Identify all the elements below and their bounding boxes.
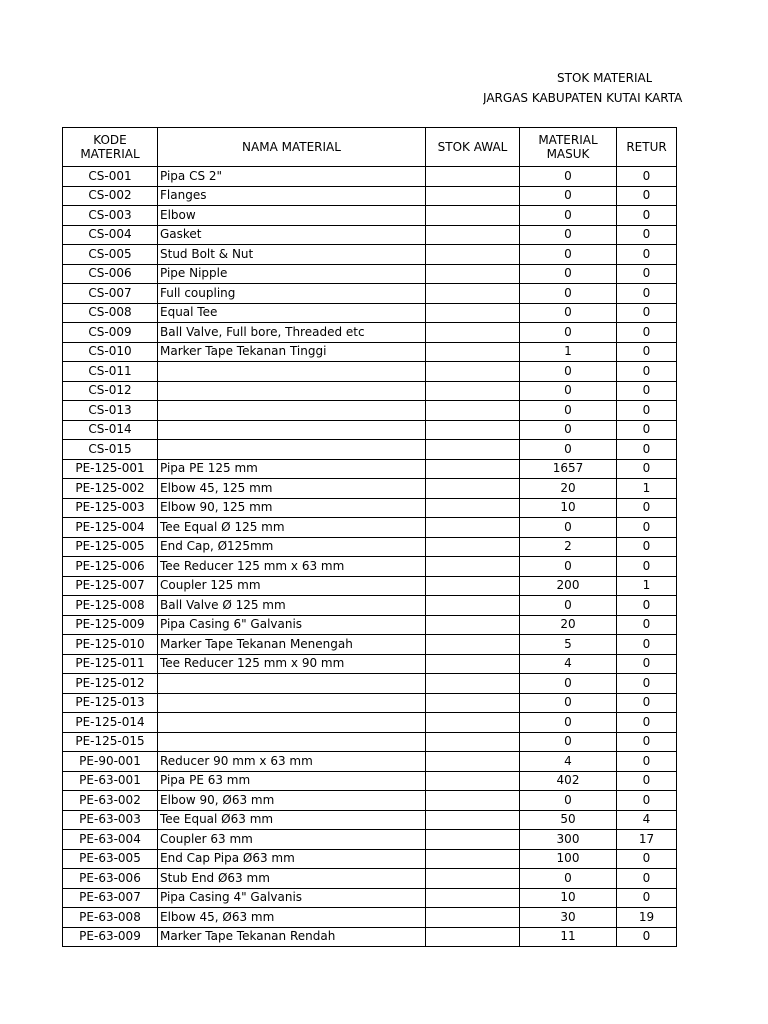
- cell-masuk: 0: [520, 557, 617, 577]
- cell-stok-awal: [426, 791, 520, 811]
- cell-retur: 0: [617, 362, 677, 382]
- cell-kode: CS-008: [63, 303, 158, 323]
- cell-kode: PE-63-006: [63, 869, 158, 889]
- cell-retur: 0: [617, 381, 677, 401]
- column-header-stok-awal: STOK AWAL: [426, 128, 520, 167]
- cell-nama: Pipa Casing 4" Galvanis: [158, 888, 426, 908]
- cell-kode: PE-125-004: [63, 518, 158, 538]
- cell-nama: Elbow 45, 125 mm: [158, 479, 426, 499]
- cell-nama: Elbow 45, Ø63 mm: [158, 908, 426, 928]
- cell-nama: [158, 362, 426, 382]
- cell-nama: Coupler 63 mm: [158, 830, 426, 850]
- cell-stok-awal: [426, 869, 520, 889]
- cell-kode: PE-125-007: [63, 576, 158, 596]
- cell-masuk: 200: [520, 576, 617, 596]
- cell-retur: 0: [617, 537, 677, 557]
- cell-nama: Reducer 90 mm x 63 mm: [158, 752, 426, 772]
- cell-masuk: 0: [520, 518, 617, 538]
- table-body: [63, 167, 677, 947]
- table-row: [63, 810, 677, 830]
- cell-masuk: 0: [520, 245, 617, 265]
- stock-table: [62, 127, 677, 947]
- cell-retur: 0: [617, 713, 677, 733]
- cell-retur: 0: [617, 674, 677, 694]
- table-row: [63, 362, 677, 382]
- column-header-nama: NAMA MATERIAL: [158, 128, 426, 167]
- cell-retur: 1: [617, 479, 677, 499]
- table-row: [63, 381, 677, 401]
- table-row: [63, 206, 677, 226]
- cell-nama: Stub End Ø63 mm: [158, 869, 426, 889]
- cell-stok-awal: [426, 342, 520, 362]
- cell-kode: PE-63-003: [63, 810, 158, 830]
- cell-nama: Pipa PE 63 mm: [158, 771, 426, 791]
- cell-retur: 0: [617, 771, 677, 791]
- cell-nama: Marker Tape Tekanan Tinggi: [158, 342, 426, 362]
- cell-nama: Equal Tee: [158, 303, 426, 323]
- cell-nama: Marker Tape Tekanan Rendah: [158, 927, 426, 947]
- cell-kode: CS-001: [63, 167, 158, 187]
- cell-kode: PE-125-014: [63, 713, 158, 733]
- cell-kode: CS-007: [63, 284, 158, 304]
- table-row: [63, 342, 677, 362]
- cell-stok-awal: [426, 323, 520, 343]
- cell-stok-awal: [426, 420, 520, 440]
- cell-stok-awal: [426, 225, 520, 245]
- cell-masuk: 0: [520, 596, 617, 616]
- table-row: [63, 479, 677, 499]
- cell-nama: Tee Reducer 125 mm x 63 mm: [158, 557, 426, 577]
- cell-kode: CS-002: [63, 186, 158, 206]
- cell-stok-awal: [426, 713, 520, 733]
- cell-nama: [158, 420, 426, 440]
- cell-kode: PE-63-004: [63, 830, 158, 850]
- cell-masuk: 1657: [520, 459, 617, 479]
- table-row: [63, 401, 677, 421]
- cell-nama: Pipa PE 125 mm: [158, 459, 426, 479]
- cell-retur: 0: [617, 693, 677, 713]
- table-row: [63, 752, 677, 772]
- cell-nama: Pipa Casing 6" Galvanis: [158, 615, 426, 635]
- cell-stok-awal: [426, 206, 520, 226]
- cell-retur: 0: [617, 167, 677, 187]
- cell-masuk: 0: [520, 186, 617, 206]
- cell-kode: CS-012: [63, 381, 158, 401]
- cell-stok-awal: [426, 498, 520, 518]
- cell-retur: 17: [617, 830, 677, 850]
- cell-stok-awal: [426, 576, 520, 596]
- table-row: [63, 167, 677, 187]
- table-row: [63, 654, 677, 674]
- cell-retur: 0: [617, 225, 677, 245]
- cell-retur: 0: [617, 186, 677, 206]
- cell-kode: PE-125-015: [63, 732, 158, 752]
- cell-nama: End Cap Pipa Ø63 mm: [158, 849, 426, 869]
- cell-nama: [158, 674, 426, 694]
- cell-kode: PE-125-006: [63, 557, 158, 577]
- cell-kode: PE-63-001: [63, 771, 158, 791]
- cell-retur: 0: [617, 791, 677, 811]
- cell-masuk: 300: [520, 830, 617, 850]
- cell-nama: Tee Equal Ø 125 mm: [158, 518, 426, 538]
- cell-retur: 0: [617, 420, 677, 440]
- cell-retur: 0: [617, 927, 677, 947]
- cell-stok-awal: [426, 537, 520, 557]
- cell-stok-awal: [426, 927, 520, 947]
- cell-retur: 4: [617, 810, 677, 830]
- cell-kode: PE-125-013: [63, 693, 158, 713]
- cell-nama: Elbow 90, 125 mm: [158, 498, 426, 518]
- table-row: [63, 576, 677, 596]
- cell-retur: 0: [617, 245, 677, 265]
- cell-retur: 0: [617, 498, 677, 518]
- cell-kode: CS-015: [63, 440, 158, 460]
- cell-retur: 0: [617, 342, 677, 362]
- cell-kode: PE-63-002: [63, 791, 158, 811]
- cell-retur: 19: [617, 908, 677, 928]
- cell-masuk: 0: [520, 693, 617, 713]
- table-row: [63, 615, 677, 635]
- cell-stok-awal: [426, 459, 520, 479]
- sheet-title: STOK MATERIAL: [557, 71, 653, 85]
- cell-kode: PE-125-002: [63, 479, 158, 499]
- cell-masuk: 0: [520, 206, 617, 226]
- cell-kode: CS-014: [63, 420, 158, 440]
- cell-nama: [158, 713, 426, 733]
- cell-kode: PE-125-012: [63, 674, 158, 694]
- cell-masuk: 402: [520, 771, 617, 791]
- cell-nama: Ball Valve, Full bore, Threaded etc: [158, 323, 426, 343]
- sheet-subtitle: JARGAS KABUPATEN KUTAI KARTA: [483, 91, 683, 105]
- table-row: [63, 284, 677, 304]
- cell-retur: 0: [617, 323, 677, 343]
- cell-stok-awal: [426, 771, 520, 791]
- table-row: [63, 732, 677, 752]
- cell-masuk: 0: [520, 167, 617, 187]
- cell-masuk: 0: [520, 401, 617, 421]
- table-row: [63, 420, 677, 440]
- cell-stok-awal: [426, 284, 520, 304]
- cell-nama: [158, 381, 426, 401]
- cell-stok-awal: [426, 381, 520, 401]
- cell-stok-awal: [426, 810, 520, 830]
- cell-retur: 0: [617, 888, 677, 908]
- header-row: [63, 128, 677, 167]
- cell-nama: Pipa CS 2": [158, 167, 426, 187]
- cell-masuk: 4: [520, 752, 617, 772]
- cell-nama: Full coupling: [158, 284, 426, 304]
- cell-nama: [158, 401, 426, 421]
- cell-stok-awal: [426, 264, 520, 284]
- cell-masuk: 0: [520, 264, 617, 284]
- cell-masuk: 0: [520, 713, 617, 733]
- cell-kode: PE-125-008: [63, 596, 158, 616]
- cell-nama: Marker Tape Tekanan Menengah: [158, 635, 426, 655]
- table-row: [63, 596, 677, 616]
- cell-masuk: 2: [520, 537, 617, 557]
- cell-masuk: 4: [520, 654, 617, 674]
- cell-kode: PE-63-005: [63, 849, 158, 869]
- cell-stok-awal: [426, 674, 520, 694]
- cell-stok-awal: [426, 830, 520, 850]
- cell-masuk: 100: [520, 849, 617, 869]
- cell-stok-awal: [426, 615, 520, 635]
- cell-retur: 0: [617, 284, 677, 304]
- table-row: [63, 771, 677, 791]
- cell-stok-awal: [426, 654, 520, 674]
- cell-masuk: 0: [520, 362, 617, 382]
- cell-kode: PE-125-001: [63, 459, 158, 479]
- cell-masuk: 0: [520, 791, 617, 811]
- cell-nama: Tee Equal Ø63 mm: [158, 810, 426, 830]
- cell-nama: Coupler 125 mm: [158, 576, 426, 596]
- cell-stok-awal: [426, 888, 520, 908]
- cell-masuk: 0: [520, 420, 617, 440]
- cell-retur: 0: [617, 303, 677, 323]
- cell-kode: PE-125-009: [63, 615, 158, 635]
- cell-kode: CS-006: [63, 264, 158, 284]
- table-row: [63, 518, 677, 538]
- cell-retur: 0: [617, 459, 677, 479]
- cell-nama: End Cap, Ø125mm: [158, 537, 426, 557]
- cell-masuk: 5: [520, 635, 617, 655]
- cell-kode: CS-003: [63, 206, 158, 226]
- cell-stok-awal: [426, 401, 520, 421]
- cell-masuk: 0: [520, 869, 617, 889]
- cell-stok-awal: [426, 245, 520, 265]
- cell-nama: [158, 440, 426, 460]
- cell-retur: 0: [617, 849, 677, 869]
- cell-nama: Stud Bolt & Nut: [158, 245, 426, 265]
- table-row: [63, 459, 677, 479]
- cell-retur: 0: [617, 732, 677, 752]
- cell-kode: PE-125-011: [63, 654, 158, 674]
- cell-retur: 1: [617, 576, 677, 596]
- cell-nama: Tee Reducer 125 mm x 90 mm: [158, 654, 426, 674]
- cell-nama: [158, 732, 426, 752]
- cell-nama: Elbow 90, Ø63 mm: [158, 791, 426, 811]
- table-row: [63, 791, 677, 811]
- table-row: [63, 674, 677, 694]
- cell-kode: PE-125-003: [63, 498, 158, 518]
- cell-retur: 0: [617, 440, 677, 460]
- cell-stok-awal: [426, 518, 520, 538]
- table-row: [63, 264, 677, 284]
- cell-nama: Elbow: [158, 206, 426, 226]
- table-row: [63, 693, 677, 713]
- table-header: [63, 128, 677, 167]
- cell-stok-awal: [426, 362, 520, 382]
- cell-retur: 0: [617, 869, 677, 889]
- cell-kode: PE-63-008: [63, 908, 158, 928]
- cell-retur: 0: [617, 264, 677, 284]
- table-row: [63, 498, 677, 518]
- cell-masuk: 0: [520, 225, 617, 245]
- cell-stok-awal: [426, 635, 520, 655]
- cell-masuk: 0: [520, 440, 617, 460]
- cell-kode: PE-63-007: [63, 888, 158, 908]
- cell-stok-awal: [426, 849, 520, 869]
- cell-masuk: 10: [520, 888, 617, 908]
- cell-kode: CS-009: [63, 323, 158, 343]
- cell-masuk: 1: [520, 342, 617, 362]
- cell-kode: CS-004: [63, 225, 158, 245]
- cell-masuk: 0: [520, 303, 617, 323]
- table-row: [63, 849, 677, 869]
- cell-kode: PE-125-005: [63, 537, 158, 557]
- cell-masuk: 50: [520, 810, 617, 830]
- cell-stok-awal: [426, 693, 520, 713]
- cell-masuk: 20: [520, 479, 617, 499]
- cell-nama: Gasket: [158, 225, 426, 245]
- table-row: [63, 186, 677, 206]
- cell-nama: [158, 693, 426, 713]
- cell-nama: Flanges: [158, 186, 426, 206]
- table-row: [63, 557, 677, 577]
- table-row: [63, 869, 677, 889]
- cell-kode: CS-011: [63, 362, 158, 382]
- cell-retur: 0: [617, 615, 677, 635]
- table-row: [63, 323, 677, 343]
- cell-stok-awal: [426, 479, 520, 499]
- cell-stok-awal: [426, 732, 520, 752]
- column-header-kode: KODE MATERIAL: [63, 128, 158, 167]
- cell-stok-awal: [426, 908, 520, 928]
- cell-stok-awal: [426, 167, 520, 187]
- cell-retur: 0: [617, 596, 677, 616]
- column-header-masuk: MATERIAL MASUK: [520, 128, 617, 167]
- table-row: [63, 713, 677, 733]
- cell-retur: 0: [617, 518, 677, 538]
- cell-masuk: 0: [520, 284, 617, 304]
- table-row: [63, 440, 677, 460]
- cell-masuk: 0: [520, 381, 617, 401]
- table-row: [63, 908, 677, 928]
- table-row: [63, 888, 677, 908]
- table-row: [63, 927, 677, 947]
- cell-kode: CS-005: [63, 245, 158, 265]
- cell-stok-awal: [426, 186, 520, 206]
- cell-masuk: 11: [520, 927, 617, 947]
- cell-kode: PE-90-001: [63, 752, 158, 772]
- cell-kode: CS-010: [63, 342, 158, 362]
- cell-masuk: 0: [520, 323, 617, 343]
- cell-retur: 0: [617, 557, 677, 577]
- cell-stok-awal: [426, 440, 520, 460]
- cell-masuk: 10: [520, 498, 617, 518]
- cell-masuk: 0: [520, 674, 617, 694]
- table-row: [63, 303, 677, 323]
- table-row: [63, 537, 677, 557]
- cell-masuk: 0: [520, 732, 617, 752]
- table-row: [63, 635, 677, 655]
- cell-nama: Pipe Nipple: [158, 264, 426, 284]
- cell-stok-awal: [426, 303, 520, 323]
- table-row: [63, 245, 677, 265]
- cell-kode: PE-63-009: [63, 927, 158, 947]
- cell-stok-awal: [426, 596, 520, 616]
- cell-retur: 0: [617, 752, 677, 772]
- cell-retur: 0: [617, 635, 677, 655]
- cell-masuk: 20: [520, 615, 617, 635]
- cell-retur: 0: [617, 401, 677, 421]
- cell-kode: CS-013: [63, 401, 158, 421]
- cell-kode: PE-125-010: [63, 635, 158, 655]
- cell-masuk: 30: [520, 908, 617, 928]
- column-header-retur: RETUR: [617, 128, 677, 167]
- cell-stok-awal: [426, 752, 520, 772]
- table-row: [63, 830, 677, 850]
- cell-nama: Ball Valve Ø 125 mm: [158, 596, 426, 616]
- cell-stok-awal: [426, 557, 520, 577]
- table-row: [63, 225, 677, 245]
- cell-retur: 0: [617, 654, 677, 674]
- cell-retur: 0: [617, 206, 677, 226]
